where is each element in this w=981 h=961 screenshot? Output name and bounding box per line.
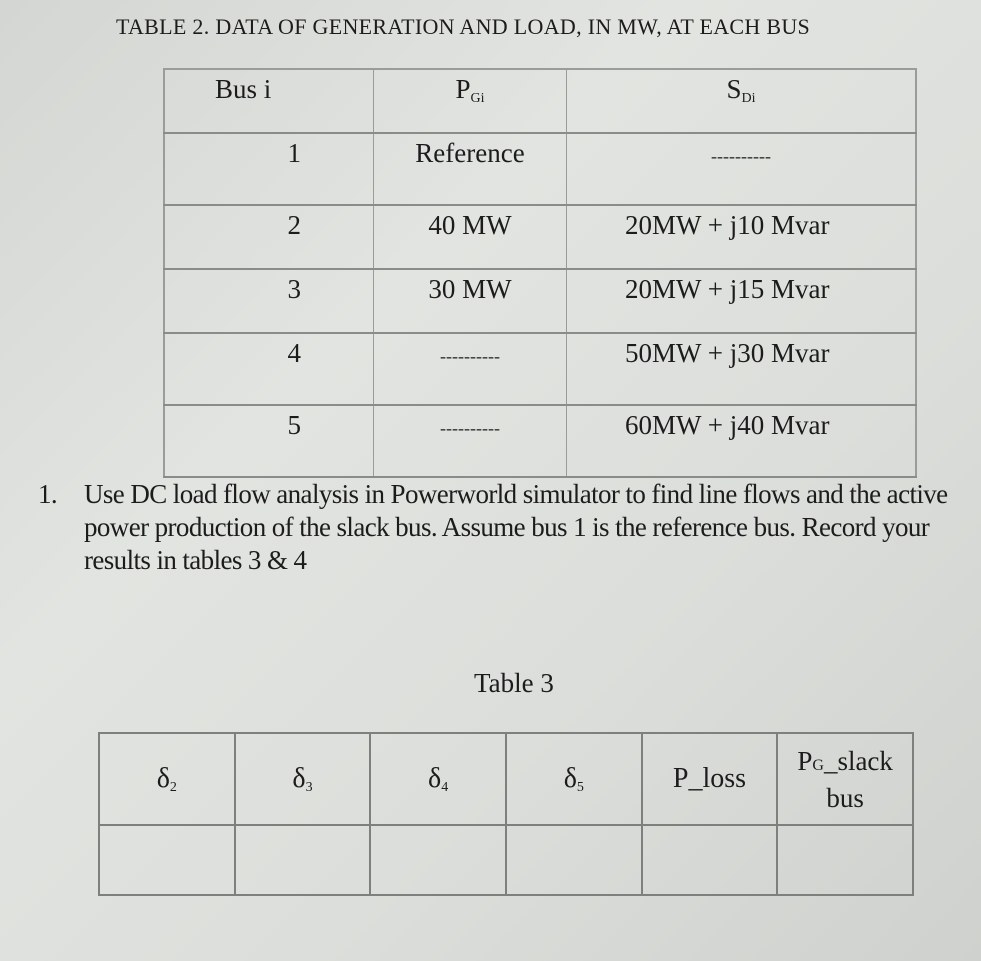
pg-cell: Reference [374, 133, 567, 205]
pg-line2: bus [826, 782, 864, 813]
empty-cell[interactable] [777, 825, 913, 895]
table-row [164, 333, 916, 405]
sd-cell: 50MW + j30 Mvar [567, 333, 917, 405]
pg-cell: ---------- [374, 405, 567, 477]
pg-main: P [797, 745, 813, 776]
generation-load-table [163, 68, 917, 478]
results-table [98, 732, 914, 896]
header-sd-sub: Di [741, 91, 756, 106]
delta-symbol: δ [292, 762, 306, 794]
delta-sub: 3 [305, 779, 313, 795]
bus-cell: 3 [164, 269, 374, 333]
table-header-row [164, 69, 916, 133]
pg-cell: 30 MW [374, 269, 567, 333]
delta-sub: 2 [169, 779, 177, 795]
sd-cell: 20MW + j10 Mvar [567, 205, 917, 269]
sd-cell: 60MW + j40 Mvar [567, 405, 917, 477]
delta-sub: 4 [441, 779, 449, 795]
pg-cell: ---------- [374, 333, 567, 405]
bus-cell: 5 [164, 405, 374, 477]
header-delta2 [99, 733, 235, 825]
pg-sub: G [812, 756, 824, 774]
ploss-label: P_loss [672, 763, 747, 794]
empty-cell[interactable] [99, 825, 235, 895]
instruction-text: Use DC load flow analysis in Powerworld simulator to find line flows and the active power production of the slack bus. Assume bus 1 is the reference bus. Record your results in tables 3 & 4 [84, 479, 948, 575]
empty-cell[interactable] [642, 825, 778, 895]
table-row [99, 825, 913, 895]
bus-cell: 2 [164, 205, 374, 269]
header-bus [164, 69, 374, 133]
delta-symbol: δ [156, 762, 170, 794]
table3-caption: Table 3 [474, 668, 554, 698]
sd-cell: ---------- [567, 133, 917, 205]
pg-cell: 40 MW [374, 205, 567, 269]
empty-cell[interactable] [235, 825, 371, 895]
header-delta3 [235, 733, 371, 825]
header-delta4 [370, 733, 506, 825]
table-row [164, 133, 916, 205]
header-pg-slack [777, 733, 913, 825]
bus-cell: 1 [164, 133, 374, 205]
header-delta5 [506, 733, 642, 825]
header-pg-main: P [455, 74, 471, 104]
empty-cell[interactable] [506, 825, 642, 895]
header-ploss [642, 733, 778, 825]
header-pg [374, 69, 567, 133]
table-header-row [99, 733, 913, 825]
table-row [164, 205, 916, 269]
header-pg-sub: Gi [470, 91, 485, 106]
bus-cell: 4 [164, 333, 374, 405]
table-row [164, 269, 916, 333]
instruction-paragraph [38, 478, 978, 577]
pg-rest: _slack [823, 745, 893, 776]
header-sd-main: S [726, 74, 742, 104]
header-sd [567, 69, 917, 133]
delta-symbol: δ [428, 762, 442, 794]
instruction-number: 1. [38, 479, 58, 509]
empty-cell[interactable] [370, 825, 506, 895]
table-row [164, 405, 916, 477]
delta-symbol: δ [563, 762, 577, 794]
table2-title: TABLE 2. DATA OF GENERATION AND LOAD, IN MW, AT EACH BUS [116, 14, 811, 39]
delta-sub: 5 [576, 779, 584, 795]
sd-cell: 20MW + j15 Mvar [567, 269, 917, 333]
header-bus-label: Bus i [215, 74, 272, 104]
